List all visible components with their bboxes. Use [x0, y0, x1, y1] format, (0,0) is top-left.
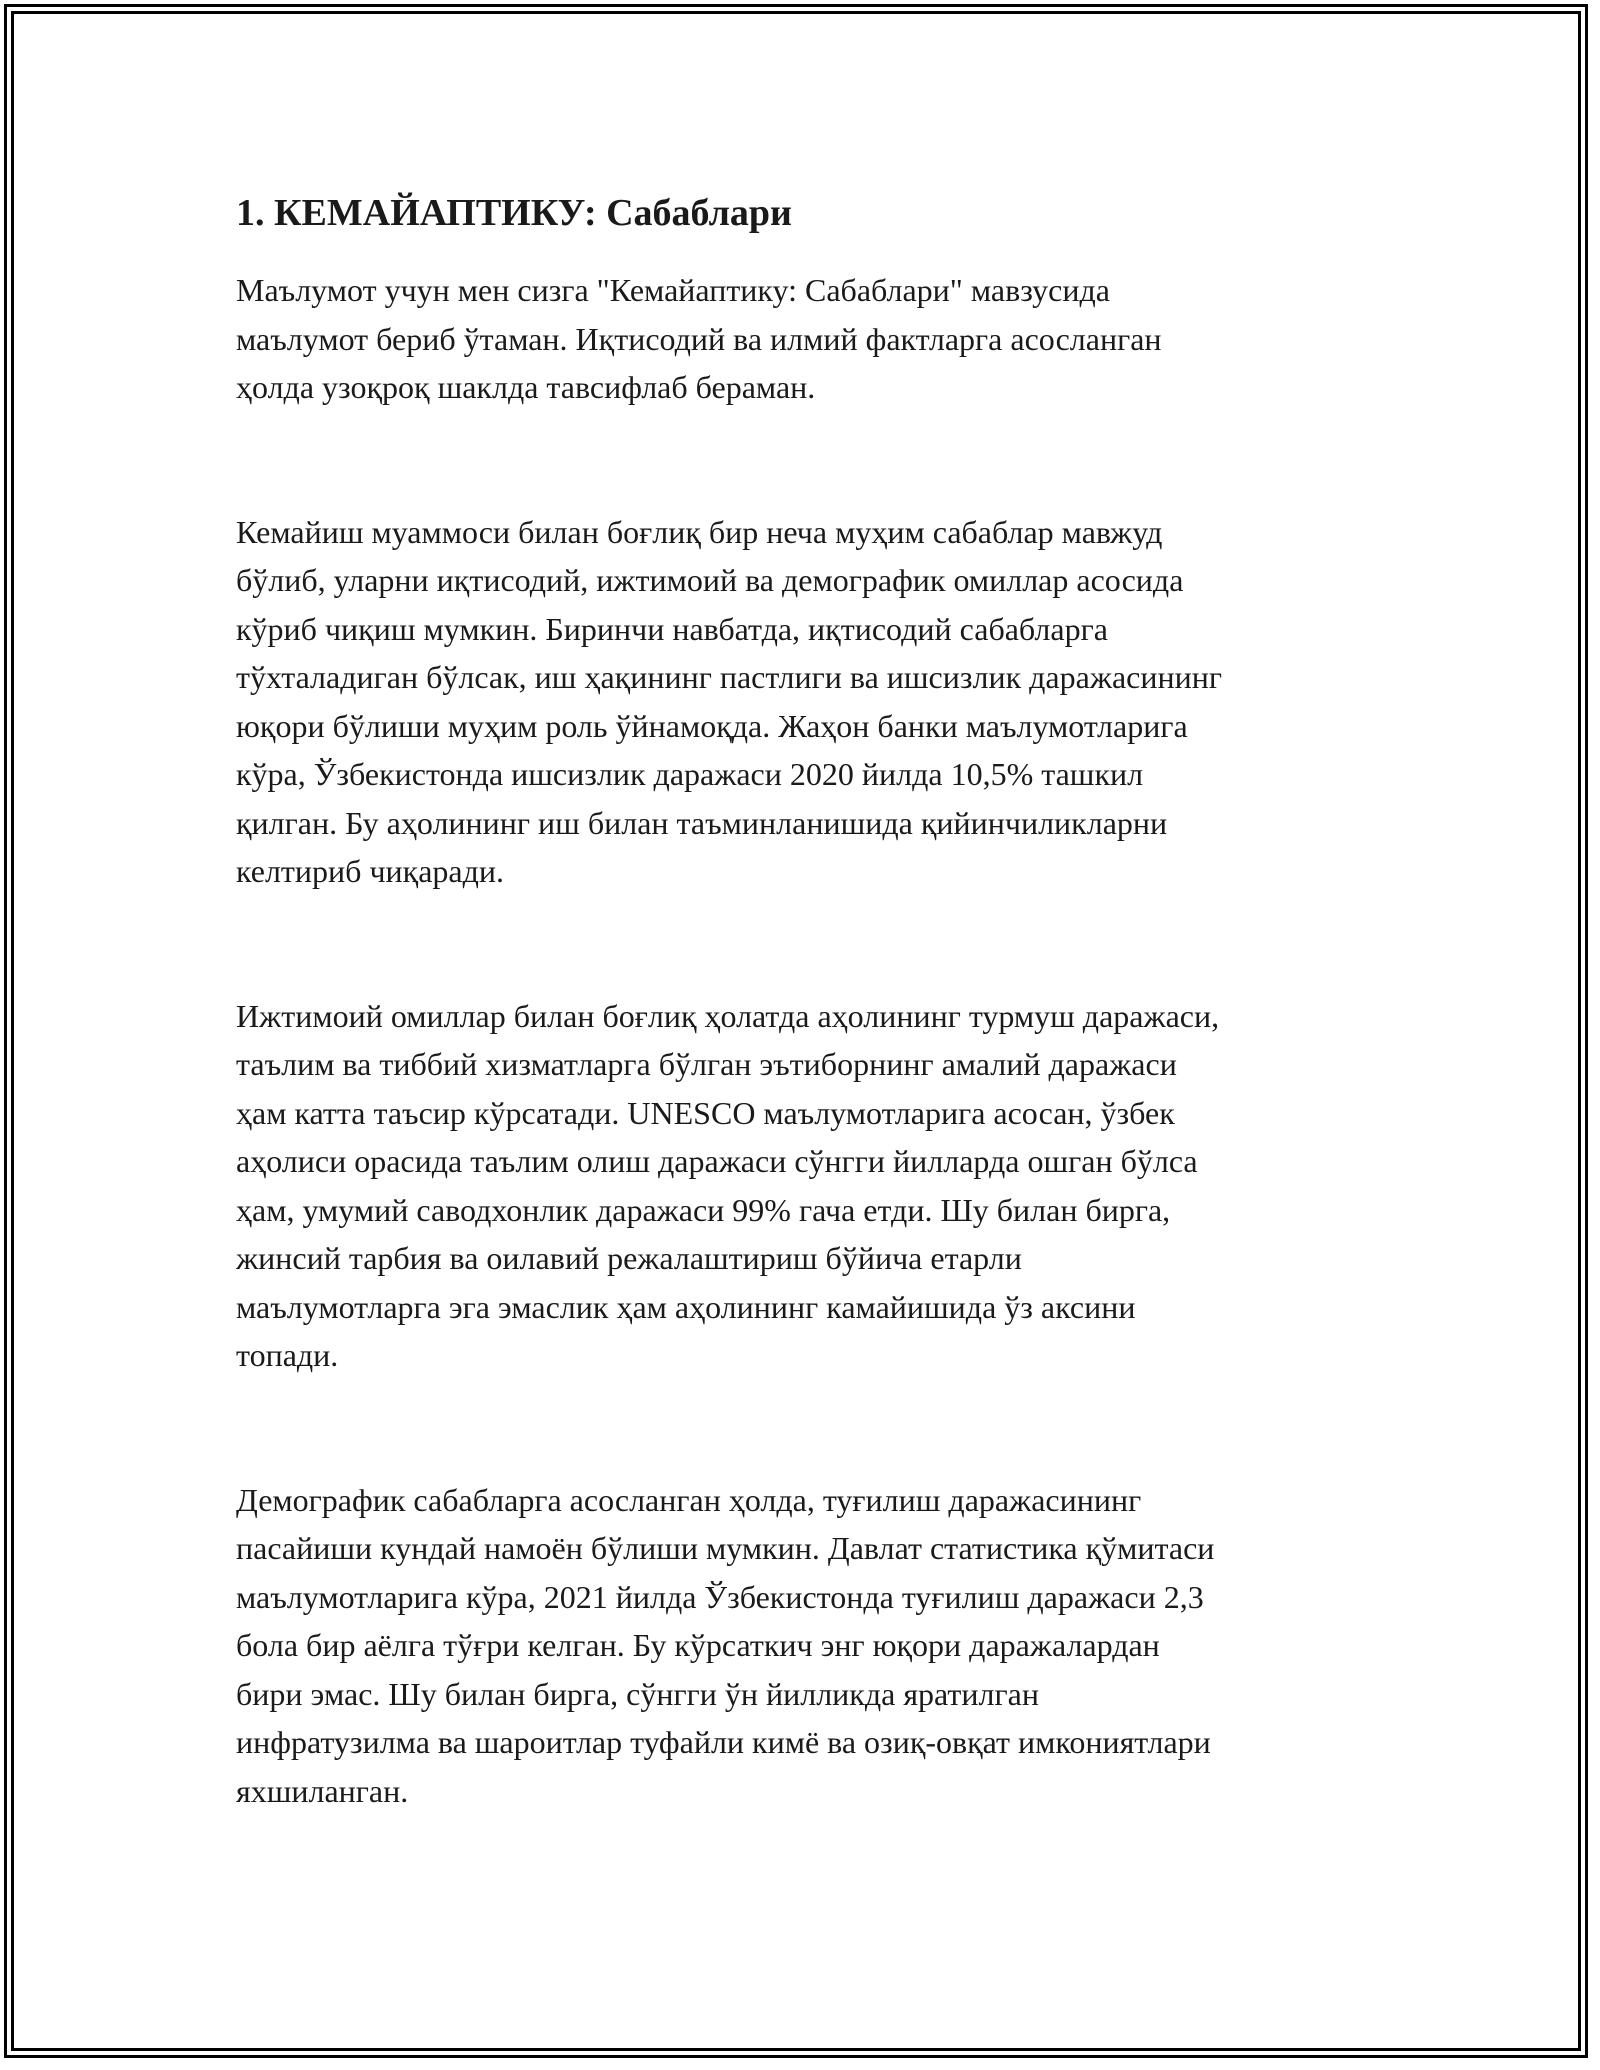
document-title: 1. КЕМАЙАПТИКУ: Сабаблари: [236, 192, 792, 234]
paragraph-social: Ижтимоий омиллар билан боғлиқ ҳолатда аҳолининг турмуш даражаси, таълим ва тиббий хизматларга бўлган эътиборнинг амалий даражаси ҳам катта таъсир кўрсатади. UNESCO маълумотларига асосан, ўзбек аҳолиси орасида таълим олиш даражаси сўнгги йилларда ошган бўлса ҳам, умумий саводхонлик даражаси 99% гача етди. Шу билан бирга, жинсий тарбия ва оилавий режалаштириш бўйича етарли маълумотларга эга эмаслик ҳам аҳолининг камайишида ўз аксини топади.: [236, 997, 1220, 1373]
document-body: [236, 186, 1386, 1911]
paragraph-economic: Кемайиш муаммоси билан боғлиқ бир неча муҳим сабаблар мавжуд бўлиб, уларни иқтисодий, ижтимоий ва демографик омиллар асосида кўриб чиқиш мумкин. Биринчи навбатда, иқтисодий сабабларга тўхталадиган бўлсак, иш ҳақининг пастлиги ва ишсизлик даражасининг юқори бўлиши муҳим роль ўйнамоқда. Жаҳон банки маълумотларига кўра, Ўзбекистонда ишсизлик даражаси 2020 йилда 10,5% ташкил қилган. Бу аҳолининг иш билан таъминланишида қийинчиликларни келтириб чиқаради.: [236, 513, 1222, 889]
paragraph-demographic: Демографик сабабларга асосланган ҳолда, туғилиш даражасининг пасайиши кундай намоён бўлиши мумкин. Давлат статистика қўмитаси маълумотларига кўра, 2021 йилда Ўзбекистонда туғилиш даражаси 2,3 бола бир аёлга тўғри келган. Бу кўрсаткич энг юқори даражалардан бири эмас. Шу билан бирга, сўнгги ўн йилликда яратилган инфратузилма ва шароитлар туфайли кимё ва озиқ-овқат имкониятлари яхшиланган.: [236, 1481, 1215, 1809]
paragraph-intro: Маълумот учун мен сизга "Кемайаптику: Сабаблари" мавзусида маълумот бериб ўтаман. Иқтисодий ва илмий фактларга асосланган ҳолда узоқроқ шаклда тавсифлаб бераман.: [236, 272, 1162, 405]
